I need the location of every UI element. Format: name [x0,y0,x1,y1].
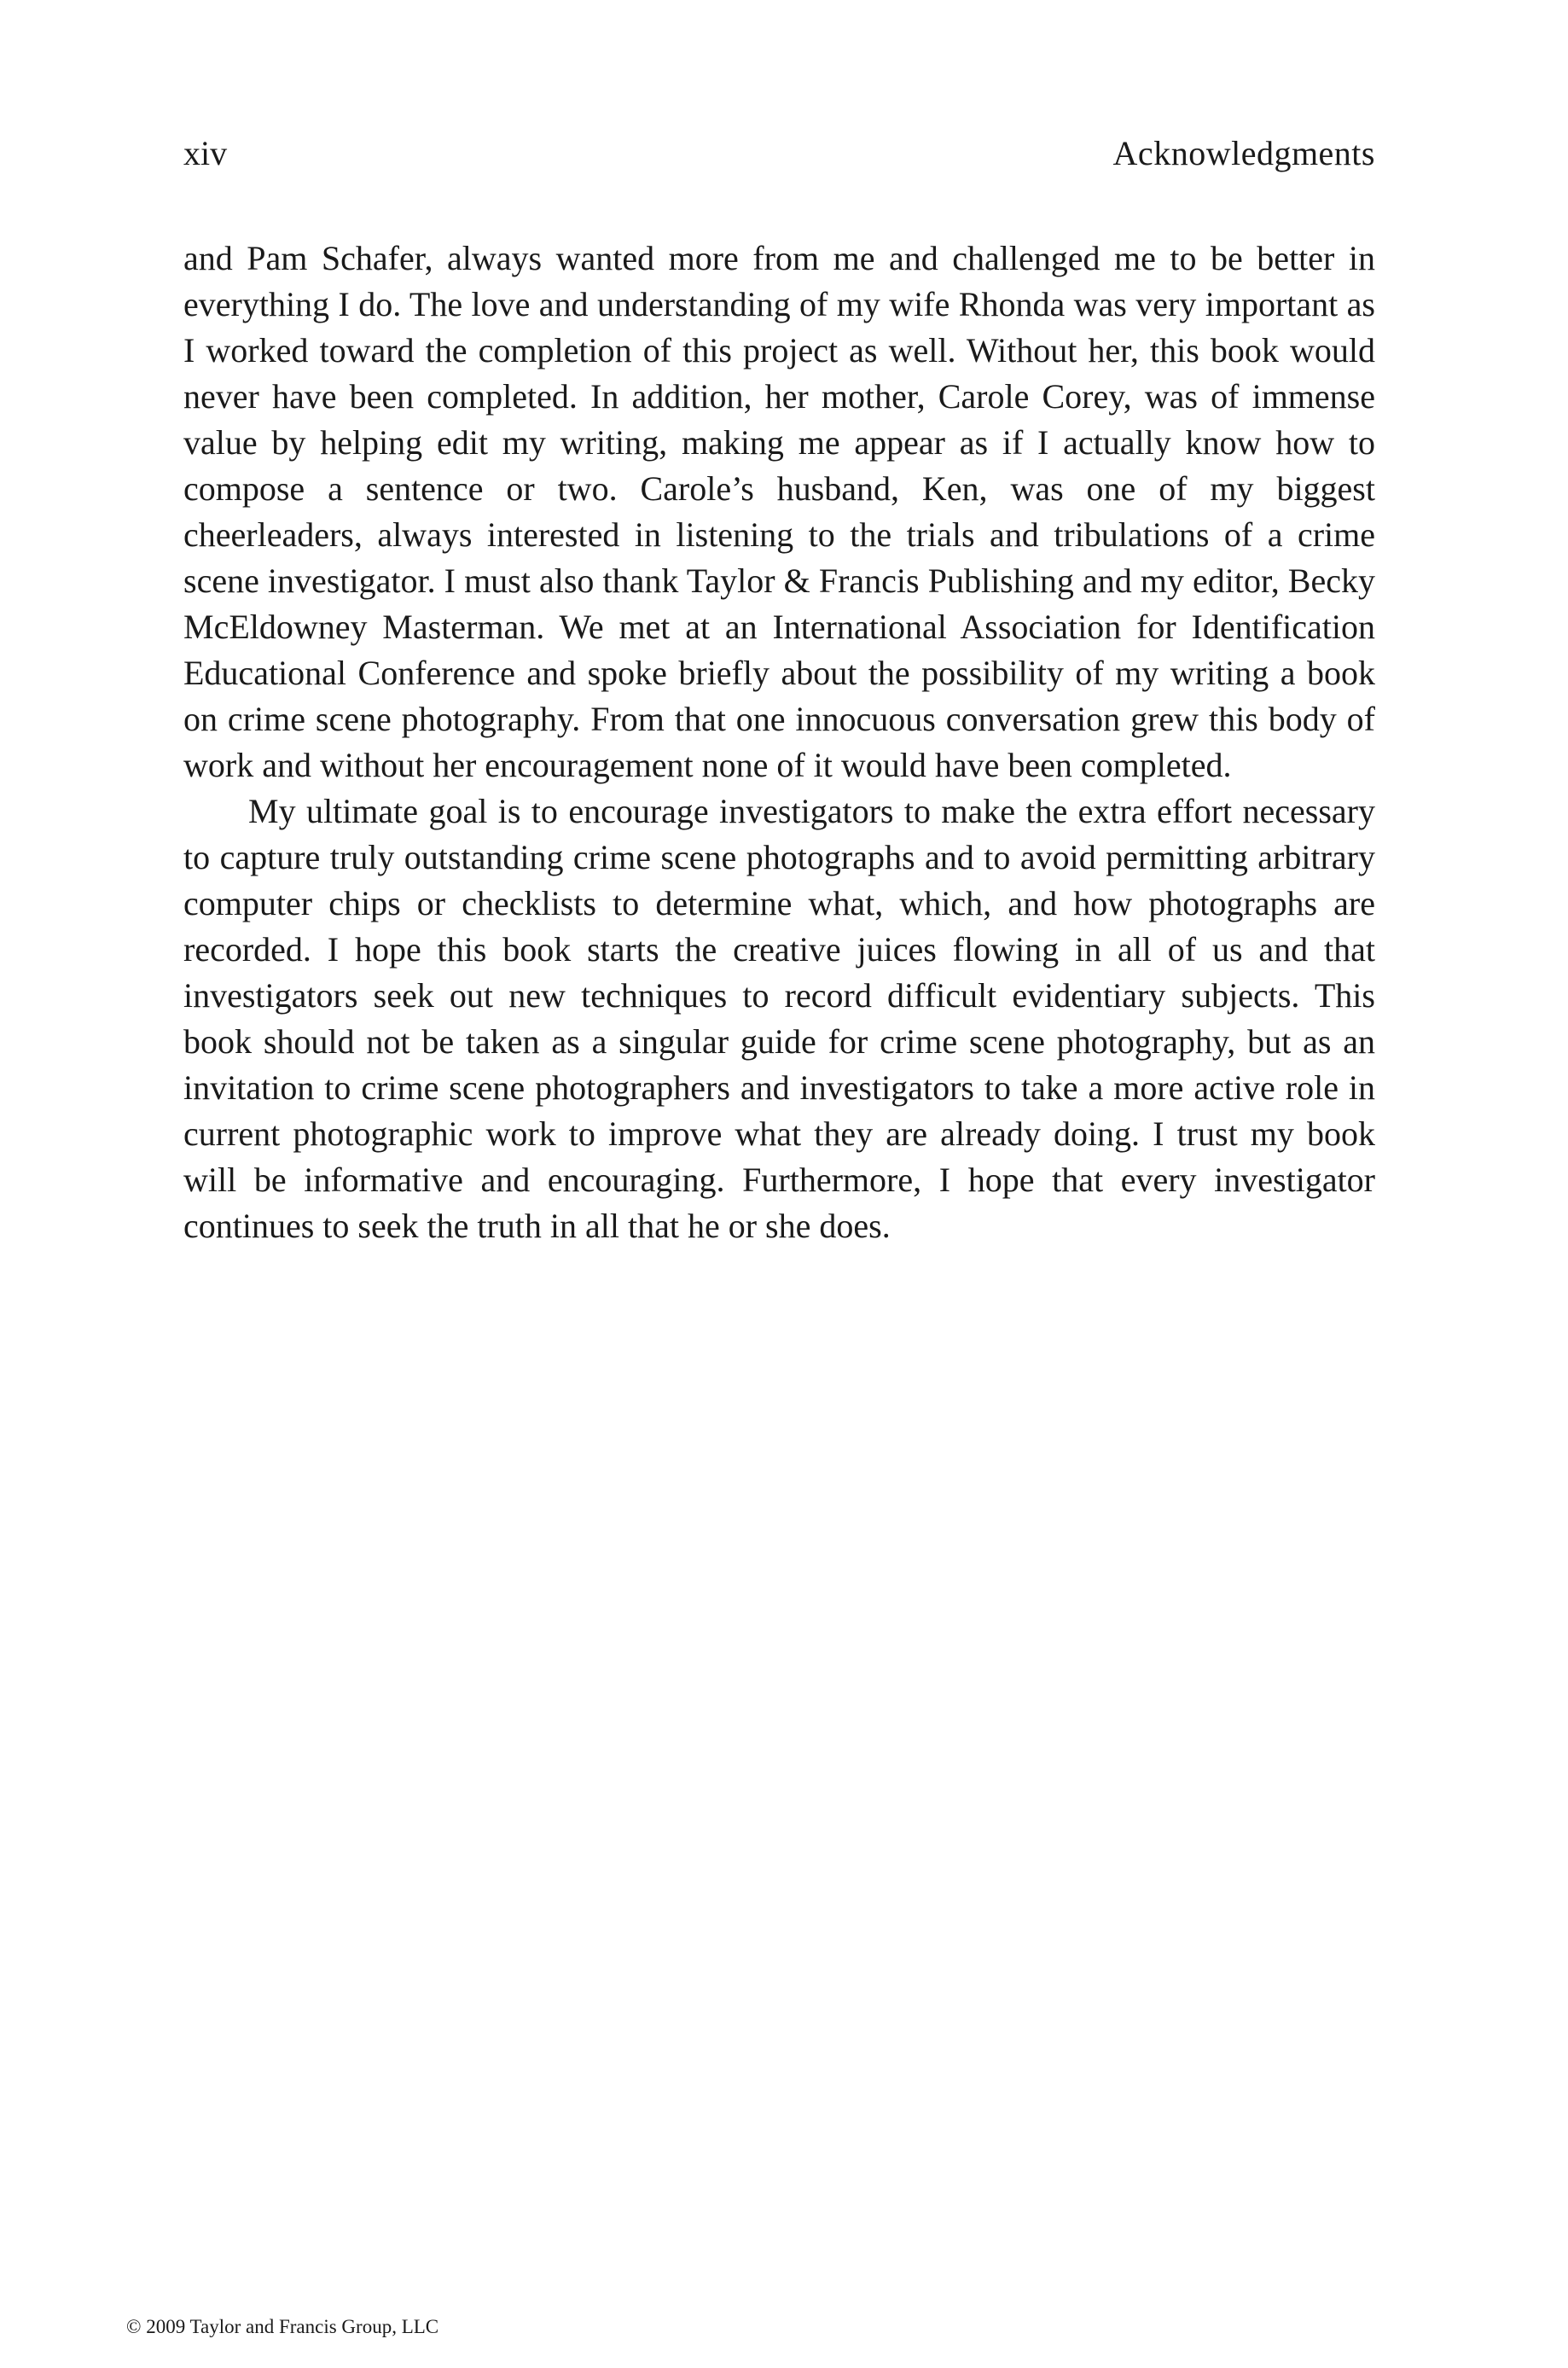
running-head-title: Acknowledgments [1112,134,1375,172]
paragraph-ultimate-goal: My ultimate goal is to encourage investigators to make the extra effort necessary to capture truly outstanding crime scene photographs and to avoid permitting arbitrary computer chips or checklists to determine what, which, and how photographs are recorded. I hope this book starts the creative juices flowing in all of us and that investigators seek out new techniques to record difficult evidentiary subjects. This book should not be taken as a singular guide for crime scene photography, but as an invitation to crime scene photographers and investigators to take a more active role in current photographic work to improve what they are already doing. I trust my book will be informative and encouraging. Furthermore, I hope that every investigator continues to seek the truth in all that he or she does. [183,792,1375,1245]
running-head [183,128,1375,179]
page-number: xiv [183,134,228,172]
paragraph-continued: and Pam Schafer, always wanted more from me and challenged me to be better in everything I do. The love and understanding of my wife Rhonda was very important as I worked toward the completion of this project as well. Without her, this book would never have been completed. In addition, her mother, Carole Corey, was of immense value by helping edit my writing, making me appear as if I actually know how to compose a sentence or two. Carole’s husband, Ken, was one of my biggest cheerleaders, always interested in listening to the trials and tribulations of a crime scene investigator. I must also thank Taylor & Francis Publishing and my editor, Becky McEldowney Masterman. We met at an International Association for Identification Educational Conference and spoke briefly about the possibility of my writing a book on crime scene photography. From that one innocuous conversation grew this body of work and without her encouragement none of it would have been completed. [183,239,1375,784]
copyright-notice: © 2009 Taylor and Francis Group, LLC [126,2316,439,2337]
body-text [183,236,1375,1249]
